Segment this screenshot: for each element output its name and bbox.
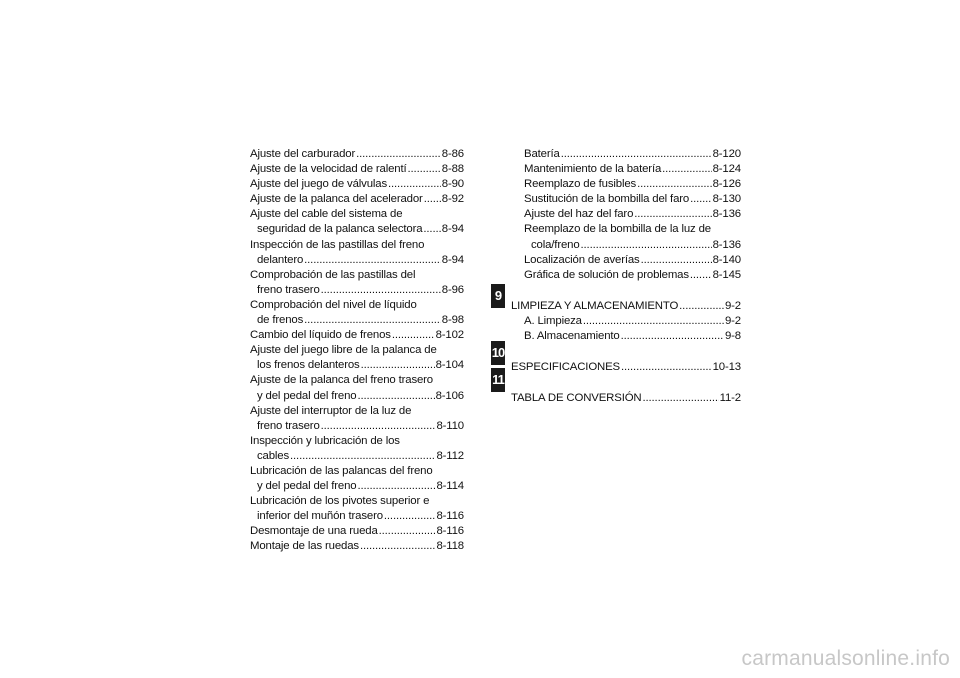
toc-entry-title: Inspección y lubricación de los (250, 434, 400, 447)
toc-entry-title: TABLA DE CONVERSIÓN (511, 392, 642, 405)
toc-entry-line (250, 373, 464, 388)
toc-page-number: 8-94 (441, 253, 464, 266)
toc-entry-title: Ajuste de la velocidad de ralentí (250, 163, 407, 176)
toc-entry-title: Lubricación de las palancas del freno (250, 464, 433, 477)
toc-entry[interactable] (250, 162, 464, 177)
dot-leader (321, 283, 441, 298)
toc-entry-line (250, 238, 464, 253)
toc-entry-title: Reemplazo de fusibles (524, 178, 637, 191)
toc-entry[interactable] (250, 207, 464, 237)
dot-leader (621, 360, 712, 375)
toc-entry-line (250, 222, 464, 237)
toc-entry-line (250, 479, 464, 494)
toc-entry-title: seguridad de la palanca selectora (257, 223, 423, 236)
toc-entry-line (511, 360, 741, 375)
toc-entry-line (250, 313, 464, 328)
toc-chapter-heading[interactable] (511, 299, 741, 314)
toc-subsection-entry[interactable] (524, 314, 741, 329)
toc-entry-line (250, 494, 464, 509)
toc-entry-title: cola/freno (531, 238, 580, 251)
toc-entry-title: y del pedal del freno (257, 389, 357, 402)
toc-entry-title: Batería (524, 148, 560, 160)
toc-entry-line (250, 524, 464, 539)
toc-entry-title: los frenos delanteros (257, 359, 360, 372)
toc-entry[interactable] (250, 192, 464, 207)
toc-entry[interactable] (250, 328, 464, 343)
toc-entry-title: Lubricación de los pivotes superior e (250, 495, 430, 508)
toc-entry[interactable] (250, 494, 464, 524)
dot-leader (679, 299, 724, 314)
toc-entry-title: Mantenimiento de la batería (524, 163, 662, 176)
dot-leader (290, 449, 435, 464)
toc-page-number: 9-8 (724, 330, 741, 343)
toc-page-number: 8-92 (441, 193, 464, 206)
toc-page-number: 8-110 (436, 419, 464, 432)
dot-leader (424, 192, 441, 207)
toc-entry-line (250, 147, 464, 162)
toc-entry-title: Ajuste del cable del sistema de (250, 208, 403, 221)
toc-page-number: 8-112 (436, 449, 464, 462)
toc-chapter-section (511, 360, 741, 375)
toc-entry[interactable] (250, 343, 464, 373)
toc-entry[interactable] (250, 147, 464, 162)
toc-entry-line (524, 192, 741, 207)
dot-leader (561, 147, 712, 162)
dot-leader (690, 268, 712, 283)
toc-entry[interactable] (524, 162, 741, 177)
toc-entry-title: Ajuste de la palanca del freno trasero (250, 374, 433, 387)
toc-entry[interactable] (250, 539, 464, 554)
toc-entry-line (524, 222, 741, 237)
toc-page-number: 8-116 (436, 510, 464, 523)
toc-entry-title: LIMPIEZA Y ALMACENAMIENTO (511, 299, 679, 312)
toc-entry-title: Ajuste de la palanca del acelerador (250, 193, 423, 206)
toc-entry-line (250, 389, 464, 404)
toc-entry-line (524, 268, 741, 283)
toc-entry-title: Comprobación del nivel de líquido (250, 298, 417, 311)
toc-page-number: 8-104 (435, 359, 464, 372)
toc-entry-line (250, 177, 464, 192)
chapter-tab-11[interactable]: 11 (491, 368, 505, 392)
toc-page-number: 8-118 (436, 540, 464, 553)
toc-entry-title: ESPECIFICACIONES (511, 361, 620, 374)
dot-leader (321, 419, 436, 434)
toc-entry-title: Inspección de las pastillas del freno (250, 238, 425, 251)
toc-entry-title: inferior del muñón trasero (257, 510, 383, 523)
dot-leader (304, 253, 441, 268)
dot-leader (634, 207, 711, 222)
toc-entry-title: Montaje de las ruedas (250, 540, 359, 553)
toc-entry-line (250, 283, 464, 298)
toc-page-number: 8-88 (441, 163, 464, 176)
toc-entry[interactable] (250, 434, 464, 464)
toc-page-number: 8-96 (441, 283, 464, 296)
toc-entry-line (250, 509, 464, 524)
toc-entry-line (524, 314, 741, 329)
toc-entry[interactable] (524, 222, 741, 252)
toc-subsection-list (511, 314, 741, 344)
toc-entry-line (250, 464, 464, 479)
toc-entry[interactable] (250, 464, 464, 494)
toc-entry-title: Desmontaje de una rueda (250, 525, 378, 538)
dot-leader (643, 391, 719, 406)
toc-entry-title: y del pedal del freno (257, 480, 357, 493)
toc-page-number: 8-120 (712, 148, 741, 160)
toc-entry-title: Localización de averías (524, 253, 640, 266)
toc-entry[interactable] (250, 373, 464, 403)
toc-left-column (250, 147, 464, 555)
toc-entry-line (250, 434, 464, 449)
toc-entry-title: Cambio del líquido de frenos (250, 329, 391, 342)
dot-leader (583, 314, 724, 329)
toc-entry-line (524, 329, 741, 344)
toc-entry-line (524, 162, 741, 177)
toc-entry[interactable] (524, 253, 741, 268)
toc-entry-title: Reemplazo de la bombilla de la luz de (524, 223, 711, 236)
chapter-tab-9[interactable]: 9 (491, 284, 505, 308)
toc-chapter-section (511, 391, 741, 406)
toc-entry[interactable] (250, 177, 464, 192)
toc-entry-line (250, 192, 464, 207)
toc-page-number: 8-94 (441, 223, 464, 236)
toc-page-number: 8-114 (436, 480, 464, 493)
toc-entry-title: Ajuste del carburador (250, 148, 356, 160)
toc-subsection-entry[interactable] (524, 329, 741, 344)
dot-leader (361, 358, 435, 373)
toc-entry-line (524, 207, 741, 222)
toc-entry-line (250, 268, 464, 283)
toc-page-number: 8-145 (712, 268, 741, 281)
chapter-tab-10[interactable]: 10 (491, 341, 505, 365)
toc-entry-line (250, 298, 464, 313)
toc-entry-line (524, 253, 741, 268)
dot-leader (304, 313, 441, 328)
toc-entry[interactable] (250, 238, 464, 268)
dot-leader (388, 177, 441, 192)
toc-entry-title: Ajuste del juego de válvulas (250, 178, 388, 191)
toc-entry[interactable] (250, 298, 464, 328)
toc-entry-line (250, 162, 464, 177)
toc-entry[interactable] (524, 207, 741, 222)
dot-leader (641, 253, 712, 268)
toc-page-number: 11-2 (719, 392, 741, 405)
toc-chapter-section (511, 299, 741, 344)
toc-page-number: 8-116 (436, 525, 464, 538)
toc-page-number: 8-126 (712, 178, 741, 191)
dot-leader (357, 389, 434, 404)
toc-page-number: 8-130 (712, 193, 741, 206)
toc-entry-title: delantero (257, 253, 304, 266)
watermark-text: carmanualsonline.info (741, 647, 950, 670)
toc-entry-title: Ajuste del haz del faro (524, 208, 634, 221)
toc-right-column (511, 147, 741, 406)
toc-entry-title: Gráfica de solución de problemas (524, 268, 689, 281)
dot-leader (662, 162, 711, 177)
toc-page-number: 9-2 (724, 314, 741, 327)
dot-leader (379, 524, 436, 539)
dot-leader (690, 192, 712, 207)
toc-chapter-sections (511, 299, 741, 406)
toc-entry[interactable] (250, 268, 464, 298)
toc-page-number: 8-136 (712, 208, 741, 221)
toc-page-number: 8-140 (712, 253, 741, 266)
toc-entry[interactable] (524, 177, 741, 192)
toc-entry-title: Comprobación de las pastillas del (250, 268, 416, 281)
toc-entry-line (250, 539, 464, 554)
toc-entry-title: Sustitución de la bombilla del faro (524, 193, 690, 206)
dot-leader (408, 162, 441, 177)
toc-chapter-heading[interactable] (511, 360, 741, 375)
toc-entry-title: freno trasero (257, 283, 320, 296)
dot-leader (356, 147, 441, 162)
toc-entry[interactable] (250, 524, 464, 539)
toc-entry[interactable] (524, 147, 741, 162)
toc-entry-title: B. Almacenamiento (524, 330, 620, 343)
dot-leader (357, 479, 435, 494)
toc-entry-line (511, 299, 741, 314)
toc-page-number: 8-136 (712, 238, 741, 251)
dot-leader (581, 238, 712, 253)
toc-entry[interactable] (250, 404, 464, 434)
toc-entry-line (250, 343, 464, 358)
toc-entry[interactable] (524, 192, 741, 207)
toc-entry-title: Ajuste del juego libre de la palanca de (250, 344, 437, 357)
toc-entry-line (524, 177, 741, 192)
dot-leader (621, 329, 724, 344)
toc-entry-title: Ajuste del interruptor de la luz de (250, 404, 412, 417)
toc-entry-title: A. Limpieza (524, 314, 582, 327)
dot-leader (392, 328, 435, 343)
toc-entry-line (250, 207, 464, 222)
toc-entry-line (524, 238, 741, 253)
toc-entry-title: de frenos (257, 314, 304, 327)
toc-page-number: 8-124 (712, 163, 741, 176)
toc-page-number: 8-102 (435, 329, 464, 342)
toc-entry-title: freno trasero (257, 419, 320, 432)
toc-page-number: 10-13 (712, 361, 741, 374)
toc-page-number: 9-2 (724, 299, 741, 312)
toc-entry-line (250, 328, 464, 343)
toc-entry-line (524, 147, 741, 162)
toc-entry-title: cables (257, 449, 290, 462)
toc-entry[interactable] (524, 268, 741, 283)
toc-page-number: 8-90 (441, 178, 464, 191)
dot-leader (384, 509, 436, 524)
dot-leader (423, 222, 440, 237)
toc-chapter-heading[interactable] (511, 391, 741, 406)
dot-leader (360, 539, 436, 554)
toc-entry-line (250, 419, 464, 434)
toc-entry-line (511, 391, 741, 406)
toc-entry-line (250, 358, 464, 373)
dot-leader (637, 177, 712, 192)
toc-entry-line (250, 253, 464, 268)
toc-entry-line (250, 404, 464, 419)
toc-continued-entries (511, 147, 741, 283)
toc-page-number: 8-106 (435, 389, 464, 402)
toc-page-number: 8-86 (441, 148, 464, 160)
toc-entry-line (250, 449, 464, 464)
toc-page-number: 8-98 (441, 314, 464, 327)
